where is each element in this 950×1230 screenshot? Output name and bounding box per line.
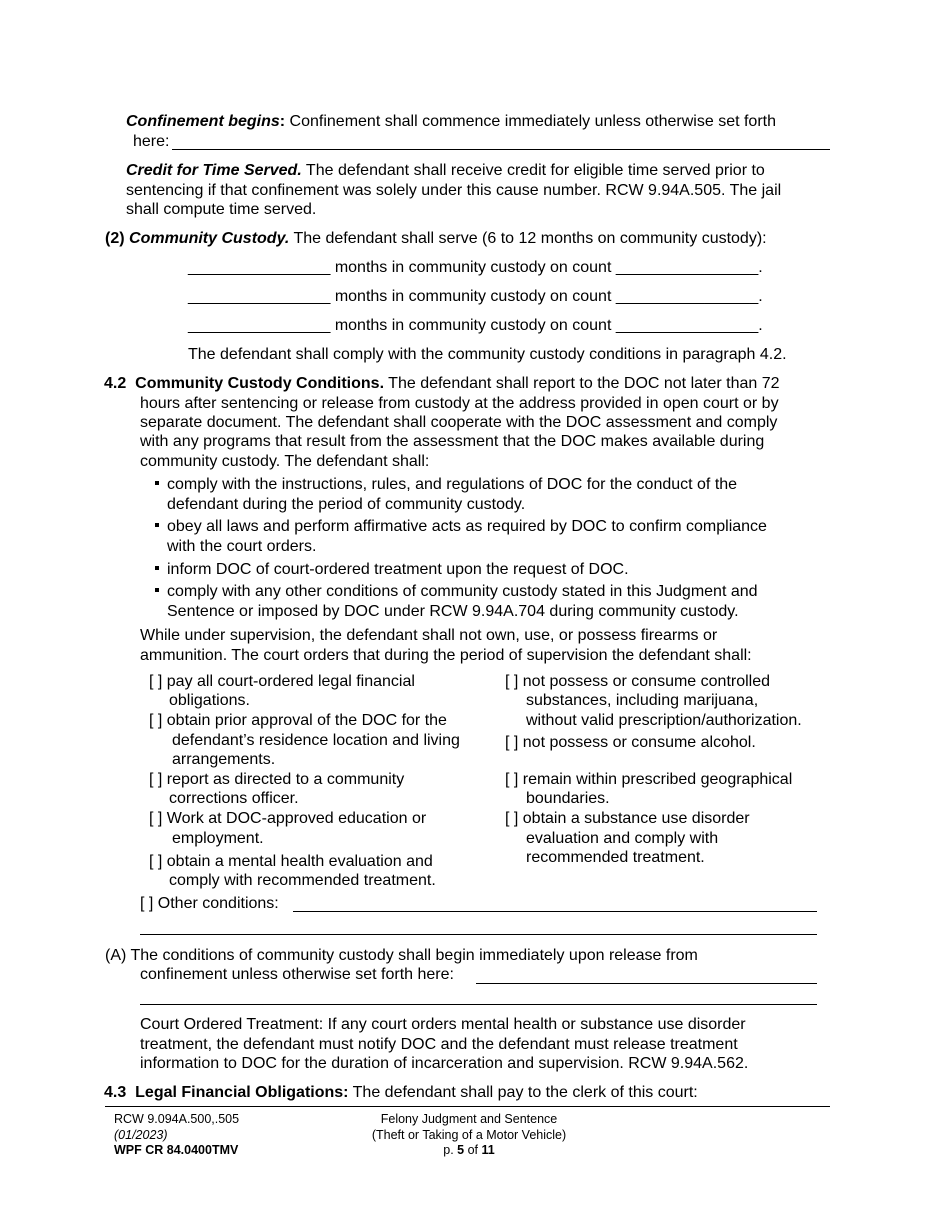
bullet-item: [155, 560, 629, 580]
bullet-text: comply with the instructions, rules, and regulations of DOC for the conduct of the: [167, 476, 738, 493]
bullet-icon: [155, 566, 159, 570]
section-text: hours after sentencing or release from custody at the address provided in open court or by: [140, 395, 779, 412]
confinement-blank-line[interactable]: [172, 149, 830, 150]
section-text: with any programs that result from the assessment that the DOC makes available during: [140, 433, 765, 450]
condition-checkbox-item[interactable]: [ ] Work at DOC-approved education or: [149, 810, 427, 827]
confinement-here: here:: [133, 133, 170, 150]
custody-num: (2): [105, 230, 125, 247]
bullet-icon: [155, 588, 159, 592]
other-conditions-blank-line[interactable]: [293, 911, 817, 912]
condition-checkbox-item[interactable]: [ ] obtain a substance use disorder: [505, 810, 750, 827]
custody-label: Community Custody.: [129, 230, 290, 247]
bullet-text: Sentence or imposed by DOC under RCW 9.94A.704 during community custody.: [167, 603, 739, 620]
other-conditions-checkbox[interactable]: [ ] Other conditions:: [140, 895, 279, 912]
section-text: community custody. The defendant shall:: [140, 453, 430, 470]
confinement-paragraph: [126, 112, 776, 132]
condition-text: evaluation and comply with: [526, 830, 719, 847]
community-custody-heading: [105, 229, 767, 249]
condition-text: arrangements.: [172, 751, 276, 768]
credit-line: sentencing if that confinement was solely under this cause number. RCW 9.94A.505. The jail: [126, 182, 782, 199]
bullet-text: inform DOC of court-ordered treatment upon the request of DOC.: [167, 561, 629, 578]
footer-date: (01/2023): [114, 1128, 168, 1142]
custody-count-row[interactable]: ________________ months in community custody on count ________________.: [188, 288, 763, 305]
footer-form-number: WPF CR 84.0400TMV: [114, 1143, 239, 1157]
footer-subtitle: (Theft or Taking of a Motor Vehicle): [371, 1128, 567, 1142]
treatment-text: Court Ordered Treatment: If any court orders mental health or substance use disorder: [140, 1016, 746, 1033]
condition-a-text: (A) The conditions of community custody shall begin immediately upon release from: [105, 947, 698, 964]
section-num: 4.3: [104, 1084, 127, 1101]
page-of: of: [464, 1143, 482, 1157]
condition-text: comply with recommended treatment.: [169, 872, 436, 889]
page-prefix: p.: [443, 1143, 458, 1157]
condition-checkbox-item[interactable]: [ ] obtain prior approval of the DOC for the: [149, 712, 447, 729]
confinement-colon: :: [279, 113, 286, 130]
bullet-text: obey all laws and perform affirmative acts as required by DOC to confirm compliance: [167, 518, 767, 535]
section-4-2-heading: [104, 374, 780, 394]
treatment-text: information to DOC for the duration of incarceration and supervision. RCW 9.94A.562.: [140, 1055, 749, 1072]
condition-checkbox-item[interactable]: [ ] remain within prescribed geographical: [505, 771, 793, 788]
section-text: The defendant shall report to the DOC not later than 72: [384, 375, 780, 392]
section-text: separate document. The defendant shall cooperate with the DOC assessment and comply: [140, 414, 778, 431]
bullet-icon: [155, 523, 159, 527]
condition-a-blank-line[interactable]: [476, 983, 817, 984]
condition-checkbox-item[interactable]: [ ] not possess or consume controlled: [505, 673, 771, 690]
confinement-label: Confinement begins: [126, 113, 280, 130]
section-num: 4.2: [104, 375, 127, 392]
section-4-3-heading: [104, 1083, 698, 1103]
credit-line: shall compute time served.: [126, 201, 317, 218]
bullet-text: with the court orders.: [167, 538, 317, 555]
condition-a-blank-line[interactable]: [140, 1004, 817, 1005]
condition-text: boundaries.: [526, 790, 610, 807]
custody-text: The defendant shall serve (6 to 12 months on community custody):: [289, 230, 767, 247]
custody-count-row[interactable]: ________________ months in community custody on count ________________.: [188, 317, 763, 334]
footer-rcw: RCW 9.094A.500,.505: [114, 1112, 240, 1126]
bullet-item: [155, 582, 758, 602]
footer-title: Felony Judgment and Sentence: [380, 1112, 558, 1126]
treatment-text: treatment, the defendant must notify DOC and the defendant must release treatment: [140, 1036, 738, 1053]
condition-checkbox-item[interactable]: [ ] pay all court-ordered legal financial: [149, 673, 415, 690]
credit-label: Credit for Time Served.: [126, 162, 302, 179]
credit-paragraph: [126, 161, 765, 181]
condition-text: employment.: [172, 830, 264, 847]
bullet-text: defendant during the period of community custody.: [167, 496, 526, 513]
condition-text: corrections officer.: [169, 790, 299, 807]
section-label: Community Custody Conditions.: [135, 375, 385, 392]
section-text: The defendant shall pay to the clerk of this court:: [348, 1084, 698, 1101]
bullet-item: [155, 475, 737, 495]
custody-comply-text: The defendant shall comply with the community custody conditions in paragraph 4.2.: [188, 346, 787, 363]
condition-text: obligations.: [169, 692, 250, 709]
other-conditions-blank-line[interactable]: [140, 934, 817, 935]
bullet-text: comply with any other conditions of community custody stated in this Judgment and: [167, 583, 758, 600]
bullet-item: [155, 517, 767, 537]
footer-divider: [105, 1106, 830, 1107]
condition-a-text: confinement unless otherwise set forth here:: [140, 966, 454, 983]
custody-count-row[interactable]: ________________ months in community custody on count ________________.: [188, 259, 763, 276]
page-current: 5: [457, 1143, 465, 1157]
condition-text: without valid prescription/authorization.: [526, 712, 802, 729]
page-total: 11: [481, 1143, 495, 1157]
condition-checkbox-item[interactable]: [ ] obtain a mental health evaluation and: [149, 853, 433, 870]
section-label: Legal Financial Obligations:: [135, 1084, 349, 1101]
condition-text: substances, including marijuana,: [526, 692, 759, 709]
credit-line: The defendant shall receive credit for eligible time served prior to: [301, 162, 765, 179]
footer-page-number: [443, 1143, 494, 1159]
condition-checkbox-item[interactable]: [ ] not possess or consume alcohol.: [505, 734, 756, 751]
condition-text: defendant’s residence location and living: [172, 732, 460, 749]
confinement-text: Confinement shall commence immediately unless otherwise set forth: [285, 113, 776, 130]
bullet-icon: [155, 481, 159, 485]
supervision-text: While under supervision, the defendant shall not own, use, or possess firearms or: [140, 627, 718, 644]
supervision-text: ammunition. The court orders that during the period of supervision the defendant shall:: [140, 647, 752, 664]
condition-checkbox-item[interactable]: [ ] report as directed to a community: [149, 771, 405, 788]
condition-text: recommended treatment.: [526, 849, 705, 866]
